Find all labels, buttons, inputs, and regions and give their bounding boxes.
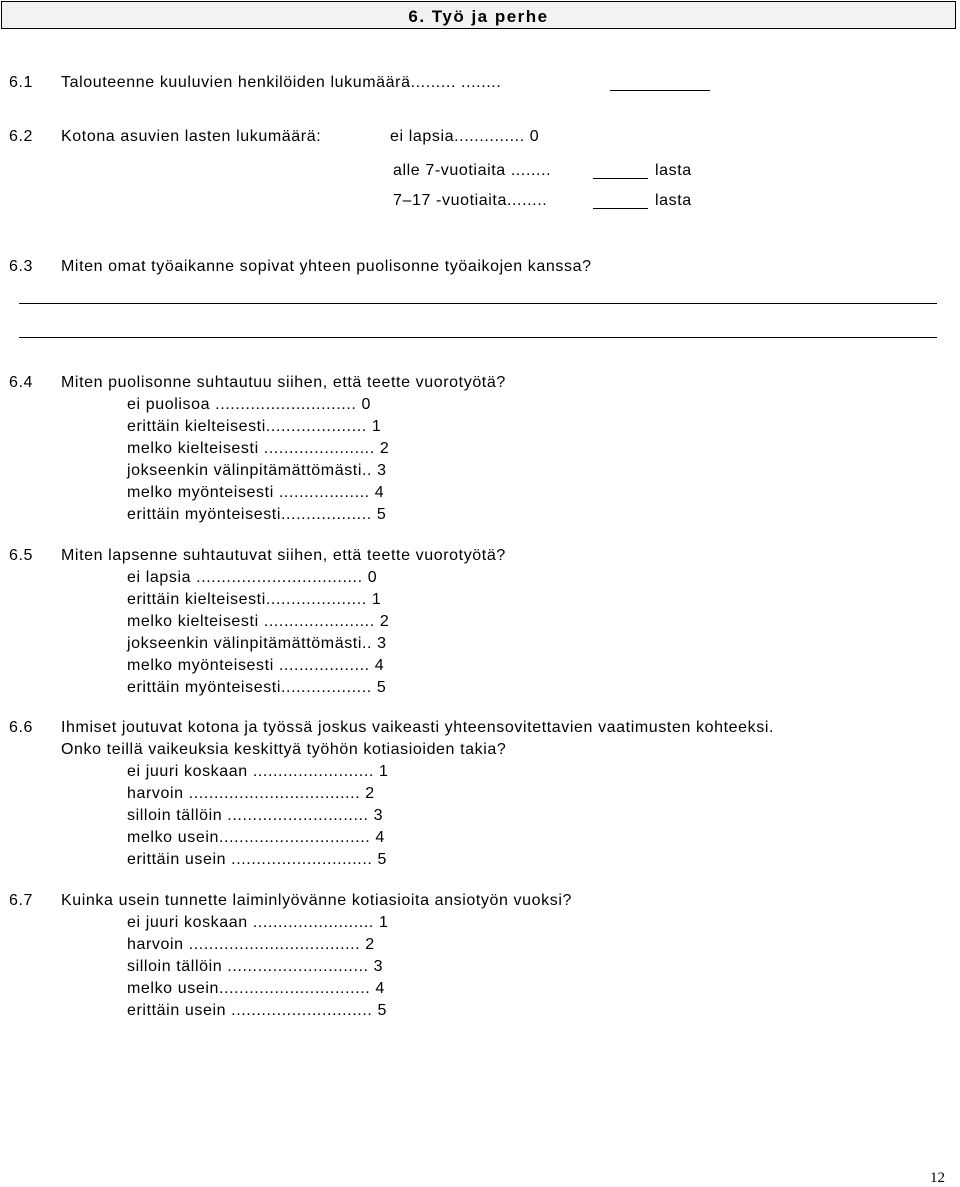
q63-answer-line-1[interactable] [19,303,937,304]
q67-text: Kuinka usein tunnette laiminlyövänne kotiasioita ansiotyön vuoksi? [61,892,572,909]
q61-number: 6.1 [9,74,34,91]
q66-option[interactable]: harvoin .................................. 2 [127,785,375,802]
q62-7to17-unit: lasta [655,192,692,209]
q61-text: Talouteenne kuuluvien henkilöiden lukumäärä......... ........ [61,74,502,91]
q64-text: Miten puolisonne suhtautuu siihen, että teette vuorotyötä? [61,374,506,391]
q62-under7-label: alle 7-vuotiaita ........ [393,162,552,179]
q67-number: 6.7 [9,892,34,909]
q62-under7-unit: lasta [655,162,692,179]
q66-option[interactable]: silloin tällöin ............................ 3 [127,807,384,824]
q66-option[interactable]: erittäin usein ............................ 5 [127,851,387,868]
q65-number: 6.5 [9,547,34,564]
q64-option[interactable]: melko myönteisesti .................. 4 [127,484,385,501]
q66-number: 6.6 [9,719,34,736]
q67-option[interactable]: ei juuri koskaan ........................ 1 [127,914,389,931]
q64-option[interactable]: ei puolisoa ............................ 0 [127,396,371,413]
q67-option[interactable]: melko usein.............................. 4 [127,980,385,997]
q67-option[interactable]: erittäin usein ............................ 5 [127,1002,387,1019]
q63-number: 6.3 [9,258,34,275]
q62-7to17-label: 7–17 -vuotiaita........ [393,192,548,209]
q65-text: Miten lapsenne suhtautuvat siihen, että teette vuorotyötä? [61,547,506,564]
q66-option[interactable]: ei juuri koskaan ........................ 1 [127,763,389,780]
q65-option[interactable]: erittäin kielteisesti.................... 1 [127,591,382,608]
q62-under7-blank[interactable] [593,166,648,179]
section-title: 6. Työ ja perhe [408,7,549,26]
q65-option[interactable]: melko kielteisesti ...................... 2 [127,613,390,630]
q62-no-children-option: ei lapsia.............. 0 [390,128,540,145]
q64-option[interactable]: erittäin kielteisesti.................... 1 [127,418,382,435]
q62-7to17-blank[interactable] [593,196,648,209]
q64-option[interactable]: erittäin myönteisesti.................. 5 [127,506,387,523]
q67-option[interactable]: harvoin .................................. 2 [127,936,375,953]
q66-text-line1: Ihmiset joutuvat kotona ja työssä joskus vaikeasti yhteensovitettavien vaatimusten kohteeksi. [61,719,775,736]
q62-number: 6.2 [9,128,34,145]
page-number: 12 [930,1170,945,1186]
q64-number: 6.4 [9,374,34,391]
section-header [1,1,956,29]
q65-option[interactable]: melko myönteisesti .................. 4 [127,657,385,674]
q66-option[interactable]: melko usein.............................. 4 [127,829,385,846]
q67-option[interactable]: silloin tällöin ............................ 3 [127,958,384,975]
q64-option[interactable]: jokseenkin välinpitämättömästi.. 3 [127,462,387,479]
q65-option[interactable]: ei lapsia ................................. 0 [127,569,378,586]
q62-text: Kotona asuvien lasten lukumäärä: [61,128,322,145]
q65-option[interactable]: erittäin myönteisesti.................. 5 [127,679,387,696]
q65-option[interactable]: jokseenkin välinpitämättömästi.. 3 [127,635,387,652]
q66-text-line2: Onko teillä vaikeuksia keskittyä työhön kotiasioiden takia? [61,741,507,758]
q64-option[interactable]: melko kielteisesti ...................... 2 [127,440,390,457]
q63-answer-line-2[interactable] [19,337,937,338]
q63-text: Miten omat työaikanne sopivat yhteen puolisonne työaikojen kanssa? [61,258,592,275]
q61-answer-blank[interactable] [610,78,710,91]
